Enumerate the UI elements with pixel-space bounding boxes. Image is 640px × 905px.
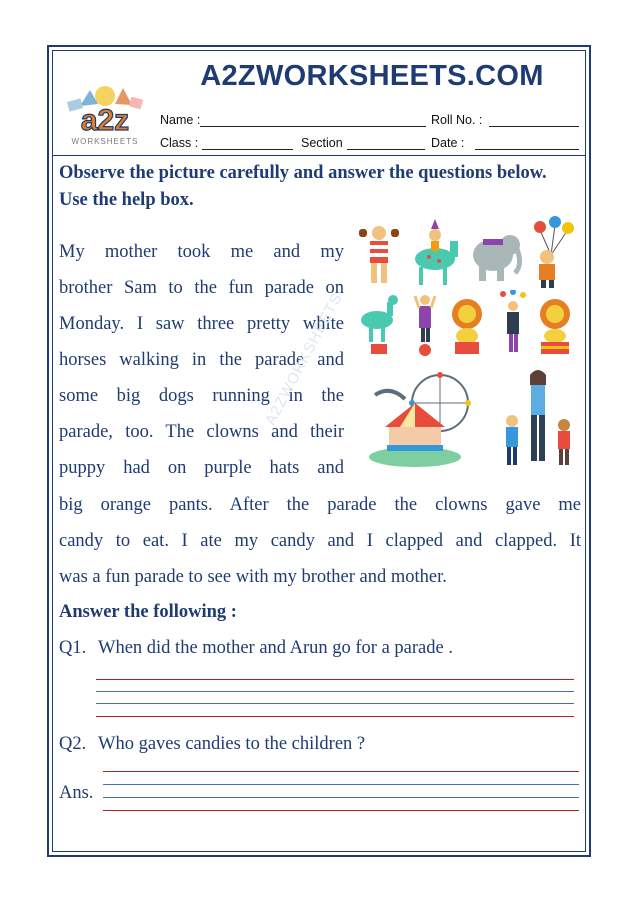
elephant-illustration: [473, 235, 520, 281]
roll-no-field[interactable]: [489, 126, 579, 127]
passage-line: My mother took me and my: [59, 242, 344, 262]
passage-line: parade, too. The clowns and their: [59, 422, 344, 442]
date-label: Date :: [431, 136, 465, 150]
passage-line: Monday. I saw three pretty white: [59, 314, 344, 334]
section-field[interactable]: [347, 149, 425, 150]
acrobat-illustration: [415, 295, 435, 356]
passage-line: was a fun parade to see with my brother and mother.: [59, 567, 447, 587]
answer-line[interactable]: [96, 716, 574, 717]
answer-label: Ans.: [59, 783, 94, 803]
logo-subtext: WORKSHEETS: [71, 137, 139, 146]
juggler-illustration: [500, 290, 526, 352]
strongman-illustration: [359, 226, 399, 283]
passage-line: candy to eat. I ate my candy and I clapped and clapped. It: [59, 531, 581, 551]
clown-balloons-illustration: [534, 216, 574, 288]
name-label: Name :: [160, 113, 201, 127]
passage-line: horses walking in the parade and: [59, 350, 344, 370]
site-title: A2ZWORKSHEETS.COM: [200, 60, 544, 92]
jumping-horse-illustration: [361, 295, 398, 354]
header-divider: [52, 155, 586, 156]
answer-line[interactable]: [96, 691, 574, 692]
class-field[interactable]: [202, 149, 293, 150]
watermark: A2ZWORKSHEETS: [262, 290, 347, 428]
question-2-number: Q2.: [59, 734, 87, 754]
class-label: Class :: [160, 136, 199, 150]
a2z-logo: [60, 78, 150, 150]
name-field[interactable]: [200, 126, 426, 127]
answer-line[interactable]: [103, 810, 579, 811]
date-field[interactable]: [475, 149, 579, 150]
question-2-text: Who gaves candies to the children ?: [98, 734, 366, 754]
roll-no-label: Roll No. :: [431, 113, 483, 127]
question-1-number: Q1.: [59, 638, 87, 658]
logo-text: a2z: [80, 104, 130, 137]
passage-line: some big dogs running in the: [59, 386, 344, 406]
lion-on-drum-illustration: [540, 299, 570, 354]
carousel-ferris-wheel-illustration: [365, 365, 475, 470]
answer-line[interactable]: [96, 703, 574, 704]
answer-line[interactable]: [103, 797, 579, 798]
mother-and-children-illustration: [500, 365, 580, 480]
answer-line[interactable]: [103, 771, 579, 772]
answer-line[interactable]: [103, 784, 579, 785]
answer-heading: Answer the following :: [59, 602, 237, 622]
circus-characters-row-2: [355, 290, 580, 360]
question-1-text: When did the mother and Arun go for a parade .: [98, 638, 453, 658]
answer-line[interactable]: [96, 679, 574, 680]
circus-horse-illustration: [415, 219, 458, 285]
circus-characters-row-1: [355, 215, 580, 290]
passage-line: puppy had on purple hats and: [59, 458, 344, 478]
instruction-text: Observe the picture carefully and answer the questions below. Use the help box.: [59, 163, 547, 210]
passage-line: brother Sam to the fun parade on: [59, 278, 344, 298]
lion-illustration: [452, 299, 482, 354]
section-label: Section: [301, 136, 343, 150]
passage-line: big orange pants. After the parade the clowns gave me: [59, 495, 581, 515]
